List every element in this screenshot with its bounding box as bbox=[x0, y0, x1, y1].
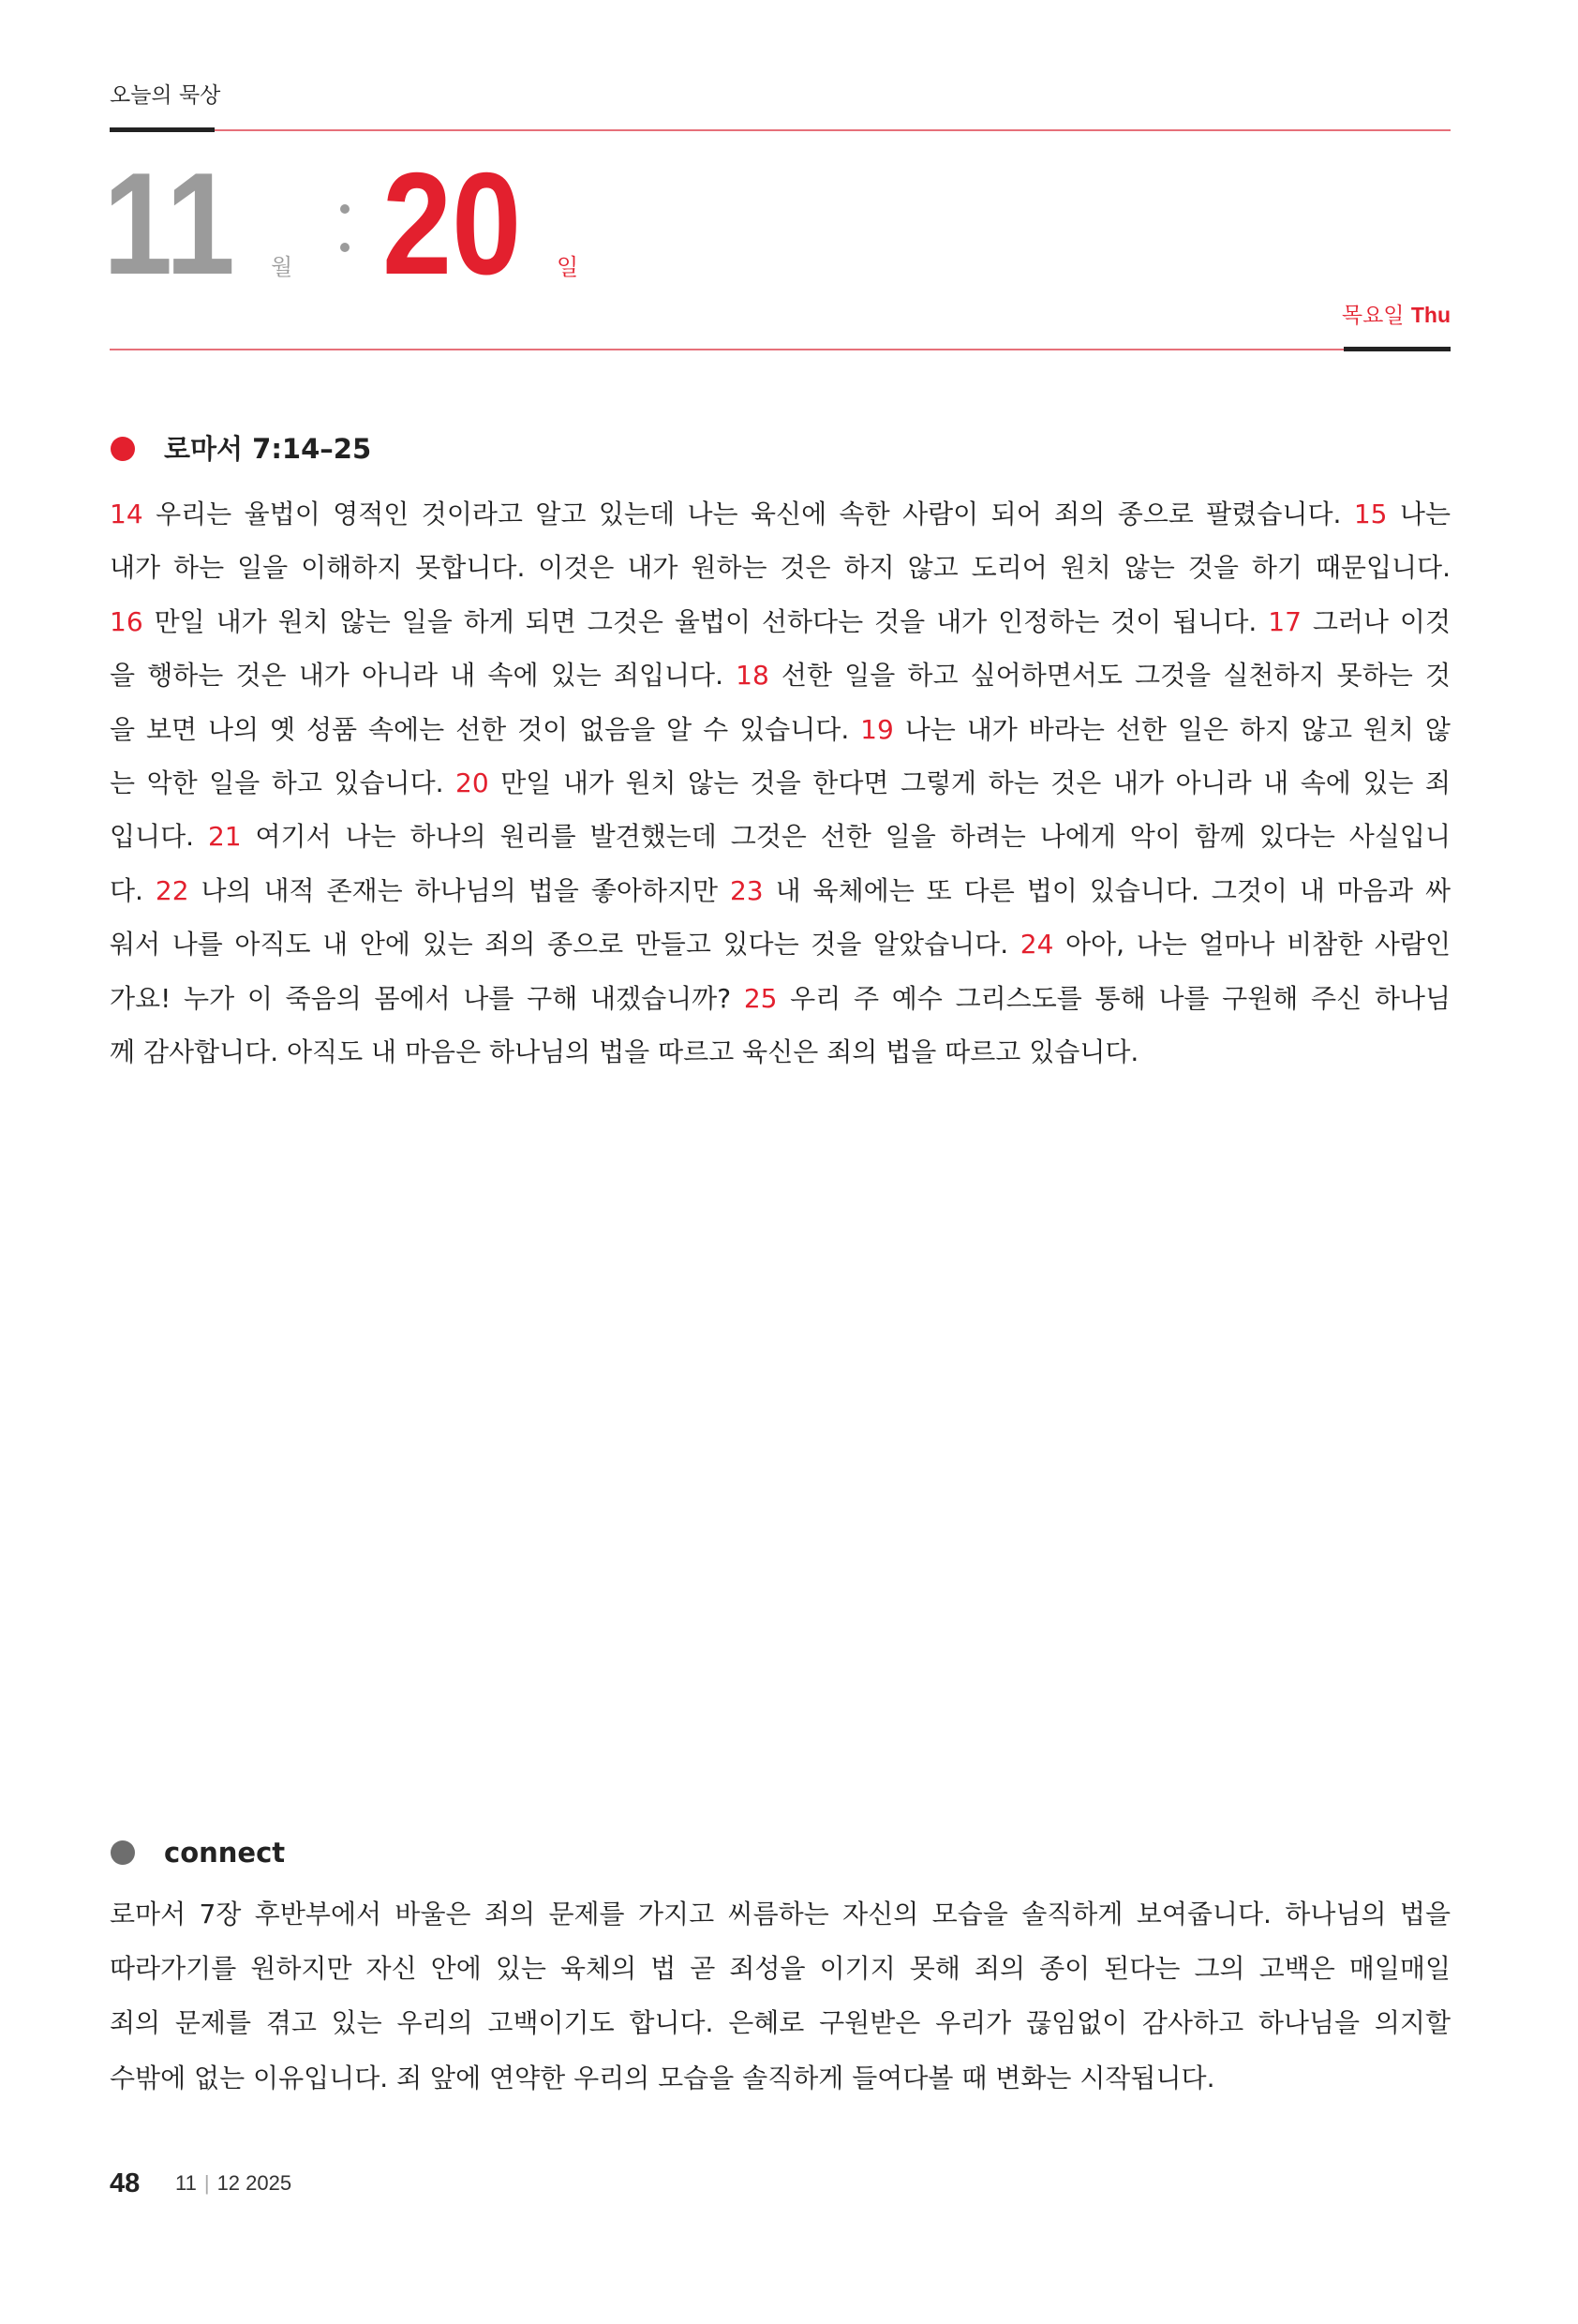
section-label: 오늘의 묵상 bbox=[110, 83, 221, 108]
header-rule-accent bbox=[110, 127, 215, 132]
issue-separator: | bbox=[203, 2171, 210, 2195]
verse-number: 19 bbox=[860, 713, 894, 745]
weekday bbox=[1342, 302, 1451, 329]
verse-number: 16 bbox=[110, 605, 143, 637]
scripture-reference: 로마서 7:14–25 bbox=[164, 433, 372, 465]
scripture-line bbox=[110, 972, 1451, 1025]
scripture-line bbox=[110, 1025, 1451, 1079]
scripture-line bbox=[110, 756, 1451, 810]
verse-text: 나의 내적 존재는 하나님의 법을 좋아하지만 bbox=[188, 874, 730, 906]
verse-number: 15 bbox=[1353, 499, 1388, 529]
header-rule bbox=[215, 129, 1451, 131]
date-separator-colon-bottom bbox=[340, 243, 350, 252]
scripture-line bbox=[110, 810, 1451, 863]
issue-date: 12 2025 bbox=[216, 2171, 292, 2195]
verse-number: 25 bbox=[743, 982, 778, 1014]
scripture-line bbox=[110, 917, 1451, 971]
verse-text: 나는 내가 바라는 선한 일은 하지 않고 원치 않 bbox=[893, 713, 1451, 745]
scripture-line bbox=[110, 648, 1451, 702]
scripture-bullet-icon bbox=[111, 437, 135, 461]
verse-text: 만일 내가 원치 않는 일을 하게 되면 그것은 율법이 선하다는 것을 내가 인정하는 것이 됩니다. bbox=[142, 605, 1269, 637]
verse-text: 가요! 누가 이 죽음의 몸에서 나를 구해 내겠습니까? bbox=[110, 982, 744, 1014]
verse-text: 아아, 나는 얼마나 비참한 사람인 bbox=[1053, 929, 1451, 961]
connect-title: connect bbox=[164, 1837, 286, 1869]
verse-number: 22 bbox=[155, 874, 189, 906]
verse-text: 내 육체에는 또 다른 법이 있습니다. 그것이 내 마음과 싸 bbox=[763, 874, 1451, 906]
scripture-line bbox=[110, 864, 1451, 917]
verse-text: 선한 일을 하고 싶어하면서도 그것을 실천하지 못하는 것 bbox=[768, 660, 1451, 692]
verse-number: 21 bbox=[207, 821, 242, 853]
month-number: 11 bbox=[103, 142, 235, 305]
verse-text: 내가 하는 일을 이해하지 못합니다. 이것은 내가 원하는 것은 하지 않고 도리어 원치 않는 것을 하기 때문입니다. bbox=[110, 552, 1451, 584]
connect-line: 로마서 7장 후반부에서 바울은 죄의 문제를 가지고 씨름하는 자신의 모습을 솔직하게 보여줍니다. 하나님의 법을 bbox=[110, 1899, 1451, 1929]
verse-text: 우리는 율법이 영적인 것이라고 알고 있는데 나는 육신에 속한 사람이 되어 죄의 종으로 팔렸습니다. bbox=[142, 499, 1354, 529]
verse-number: 17 bbox=[1268, 605, 1302, 637]
scripture-line bbox=[110, 487, 1451, 541]
date-separator-colon-top bbox=[340, 204, 350, 214]
date-rule bbox=[110, 349, 1344, 350]
verse-text: 만일 내가 원치 않는 것을 한다면 그렇게 하는 것은 내가 아니라 내 속에 있는 죄 bbox=[488, 767, 1451, 799]
connect-line: 수밖에 없는 이유입니다. 죄 앞에 연약한 우리의 모습을 솔직하게 들여다볼 때 변화는 시작됩니다. bbox=[110, 2062, 1215, 2093]
verse-text: 우리 주 예수 그리스도를 통해 나를 구원해 주신 하나님 bbox=[777, 982, 1451, 1014]
verse-text: 다. bbox=[110, 874, 156, 906]
verse-number: 23 bbox=[729, 874, 764, 906]
date-rule-accent bbox=[1344, 347, 1451, 351]
scripture-passage bbox=[110, 487, 1451, 1079]
connect-body bbox=[110, 1887, 1451, 2106]
verse-text: 워서 나를 아직도 내 안에 있는 죄의 종으로 만들고 있다는 것을 알았습니다. bbox=[110, 929, 1020, 961]
verse-text: 입니다. bbox=[110, 821, 208, 853]
scripture-line bbox=[110, 703, 1451, 756]
verse-text: 그러나 이것 bbox=[1301, 605, 1451, 637]
page-number: 48 bbox=[110, 2168, 141, 2198]
scripture-line bbox=[110, 541, 1451, 594]
day-number: 20 bbox=[382, 142, 522, 305]
issue-info bbox=[175, 2171, 291, 2196]
verse-number: 18 bbox=[736, 660, 769, 692]
month-unit: 월 bbox=[271, 254, 293, 280]
verse-text: 여기서 나는 하나의 원리를 발견했는데 그것은 선한 일을 하려는 나에게 악이 함께 있다는 사실입니 bbox=[241, 821, 1451, 853]
connect-line: 따라가기를 원하지만 자신 안에 있는 육체의 법 곧 죄성을 이기지 못해 죄의 종이 된다는 그의 고백은 매일매일 bbox=[110, 1953, 1451, 1985]
day-unit: 일 bbox=[557, 254, 579, 280]
connect-line: 죄의 문제를 겪고 있는 우리의 고백이기도 합니다. 은혜로 구원받은 우리가 끊임없이 감사하고 하나님을 의지할 bbox=[110, 2007, 1451, 2039]
verse-text: 께 감사합니다. 아직도 내 마음은 하나님의 법을 따르고 육신은 죄의 법을 따르고 있습니다. bbox=[110, 1036, 1139, 1068]
scripture-line bbox=[110, 595, 1451, 648]
verse-number: 24 bbox=[1020, 929, 1054, 961]
verse-text: 는 악한 일을 하고 있습니다. bbox=[110, 767, 456, 799]
verse-text: 을 행하는 것은 내가 아니라 내 속에 있는 죄입니다. bbox=[110, 660, 737, 692]
weekday-korean: 목요일 bbox=[1341, 304, 1405, 328]
verse-number: 14 bbox=[110, 499, 143, 529]
verse-number: 20 bbox=[455, 767, 489, 799]
verse-text: 나는 bbox=[1387, 499, 1451, 529]
weekday-english: Thu bbox=[1410, 303, 1451, 327]
issue-month: 11 bbox=[175, 2171, 197, 2195]
connect-bullet-icon bbox=[111, 1840, 135, 1865]
verse-text: 을 보면 나의 옛 성품 속에는 선한 것이 없음을 알 수 있습니다. bbox=[110, 713, 861, 745]
